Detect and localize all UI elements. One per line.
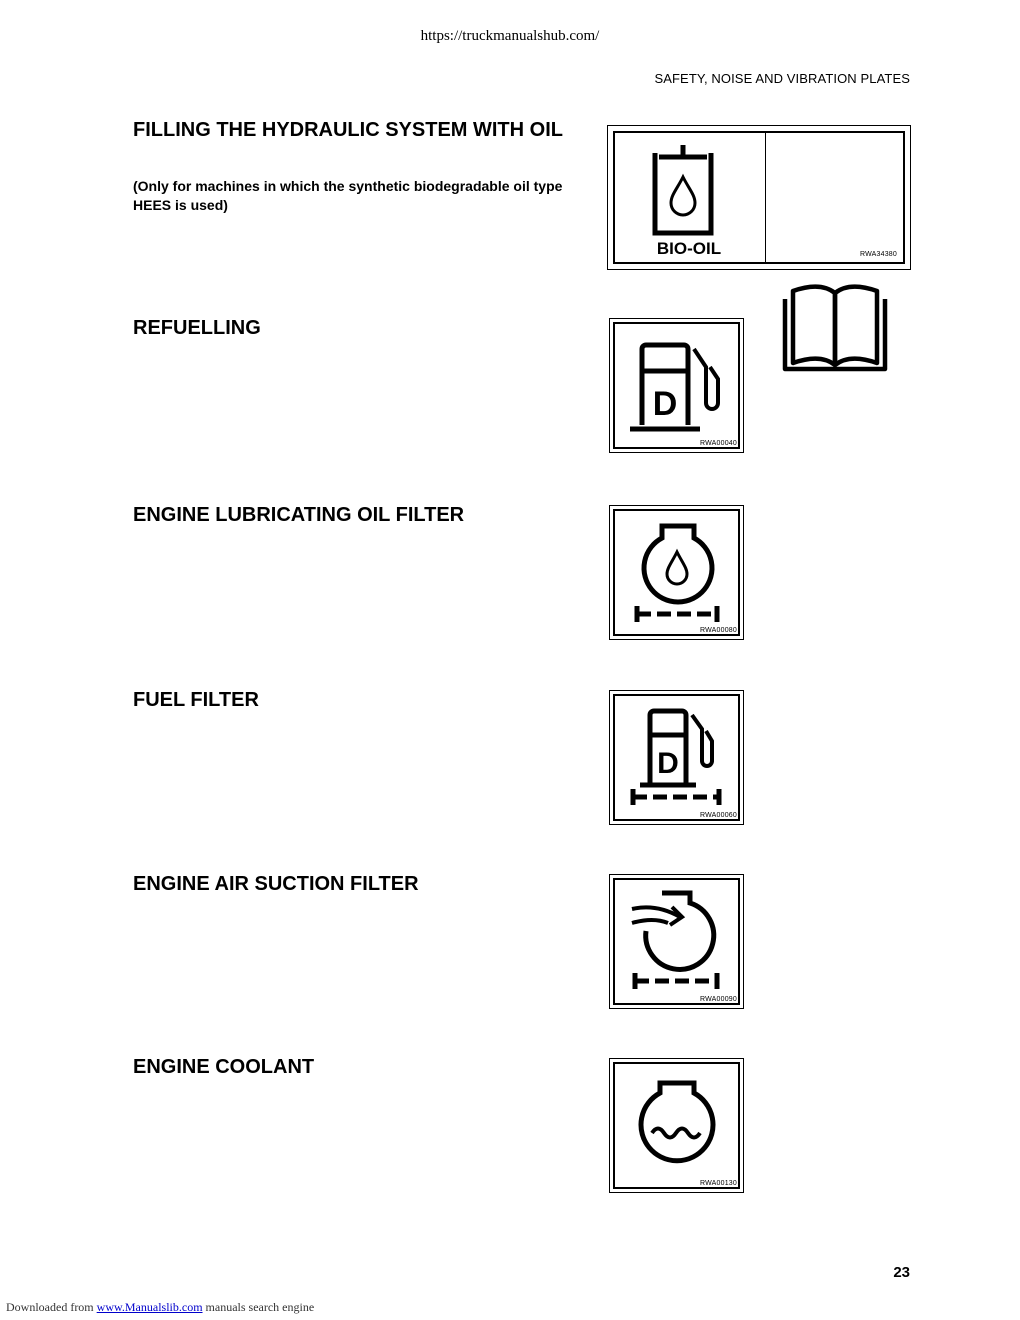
section-title-fuel-filter: FUEL FILTER — [133, 689, 259, 711]
pump-letter: D — [657, 747, 679, 780]
plate-code: RWA00060 — [699, 812, 737, 819]
section-title-engine-air-filter: ENGINE AIR SUCTION FILTER — [133, 873, 419, 895]
section-title-refuelling: REFUELLING — [133, 317, 261, 339]
plate-code: RWA34380 — [859, 251, 897, 258]
plate-code: RWA00130 — [699, 1180, 737, 1187]
running-head: SAFETY, NOISE AND VIBRATION PLATES — [654, 71, 910, 86]
section-title-engine-oil-filter: ENGINE LUBRICATING OIL FILTER — [133, 504, 465, 526]
fuel-pump-icon — [610, 319, 745, 454]
manualslib-link[interactable]: www.Manualslib.com — [96, 1300, 203, 1314]
bio-oil-label: BIO-OIL — [656, 239, 722, 258]
section-note-hydraulic-oil: (Only for machines in which the synthetic biodegradable oil type HEES is used) — [133, 178, 563, 213]
plate-code: RWA00080 — [699, 627, 737, 634]
plate-inner-frame — [613, 131, 905, 264]
plate-divider — [765, 133, 766, 262]
engine-air-filter-icon — [610, 875, 745, 1010]
plate-bio-oil — [607, 125, 911, 270]
fuel-filter-icon — [610, 691, 745, 826]
plate-engine-air-filter — [609, 874, 744, 1009]
download-footer — [6, 1300, 314, 1315]
footer-prefix: Downloaded from — [6, 1300, 94, 1314]
plate-engine-coolant — [609, 1058, 744, 1193]
plate-code: RWA00090 — [699, 996, 737, 1003]
plate-fuel-filter — [609, 690, 744, 825]
section-title-engine-coolant: ENGINE COOLANT — [133, 1056, 315, 1078]
engine-oil-filter-icon — [610, 506, 745, 641]
plate-refuelling — [609, 318, 744, 453]
pump-letter: D — [652, 385, 678, 423]
plate-engine-oil-filter — [609, 505, 744, 640]
section-title-hydraulic-oil: FILLING THE HYDRAULIC SYSTEM WITH OIL — [133, 119, 563, 141]
source-url: https://truckmanualshub.com/ — [420, 28, 600, 44]
plate-code: RWA00040 — [699, 440, 737, 447]
footer-suffix: manuals search engine — [205, 1300, 315, 1314]
engine-coolant-icon — [610, 1059, 745, 1194]
page-number: 23 — [893, 1264, 910, 1281]
